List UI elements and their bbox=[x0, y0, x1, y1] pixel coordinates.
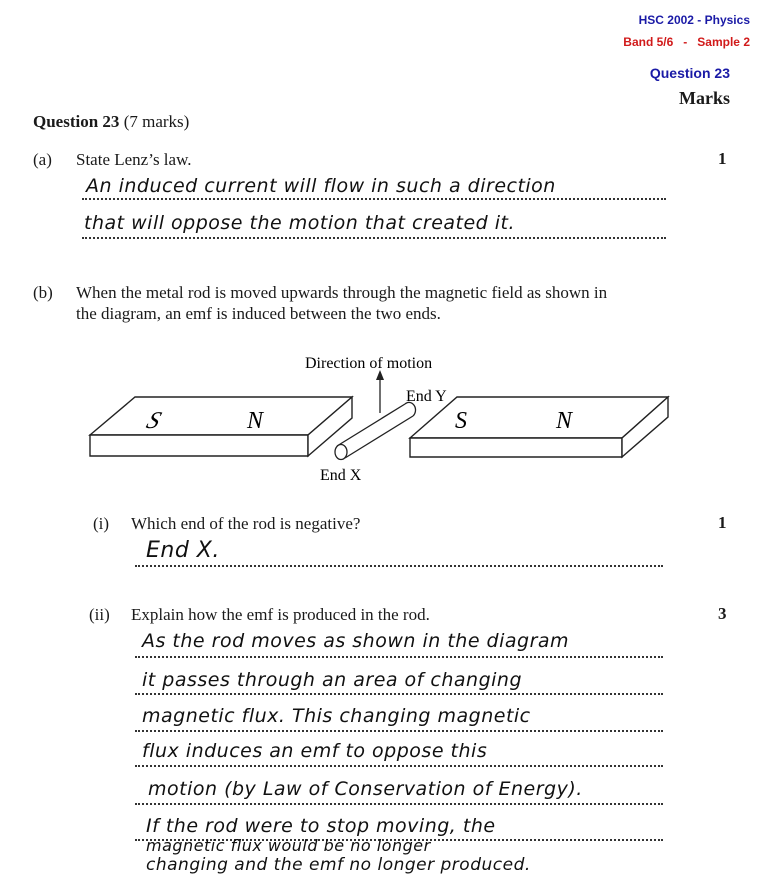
part-b-i-prompt: Which end of the rod is negative? bbox=[131, 514, 361, 533]
marks-heading: Marks bbox=[679, 88, 730, 108]
answer-rule bbox=[135, 803, 663, 805]
part-a-prompt: State Lenz’s law. bbox=[76, 150, 192, 169]
answer-rule bbox=[135, 565, 663, 567]
header-band-sample: Band 5/6 - Sample 2 bbox=[623, 35, 750, 49]
question-title: Question 23 bbox=[33, 112, 120, 131]
header-subject: HSC 2002 - Physics bbox=[638, 13, 750, 27]
part-a-answer-line-2: that will oppose the motion that created it. bbox=[84, 212, 516, 234]
part-b-ii-answer-line-5: motion (by Law of Conservation of Energy). bbox=[148, 778, 583, 800]
part-b-i-answer: End X. bbox=[146, 538, 220, 563]
end-y-label: End Y bbox=[406, 388, 447, 405]
right-magnet-n-pole: N bbox=[556, 408, 573, 434]
direction-arrow bbox=[376, 370, 384, 413]
part-b-label: (b) bbox=[33, 283, 53, 302]
part-b-ii-answer-line-3: magnetic flux. This changing magnetic bbox=[142, 705, 531, 727]
part-b-ii-answer-line-2: it passes through an area of changing bbox=[142, 669, 523, 691]
part-b-ii-answer-line-8: changing and the emf no longer produced. bbox=[146, 855, 531, 875]
answer-rule bbox=[135, 656, 663, 658]
right-magnet bbox=[410, 397, 668, 457]
direction-of-motion-label: Direction of motion bbox=[305, 355, 433, 372]
magnet-rod-diagram bbox=[0, 340, 774, 500]
part-b-ii-label: (ii) bbox=[89, 605, 110, 624]
part-b-ii-answer-line-4: flux induces an emf to oppose this bbox=[142, 740, 488, 762]
part-b-ii-prompt: Explain how the emf is produced in the rod. bbox=[131, 605, 430, 624]
answer-rule bbox=[82, 198, 666, 200]
part-b-i-label: (i) bbox=[93, 514, 110, 533]
right-magnet-s-pole: S bbox=[455, 408, 467, 434]
part-b-i-mark: 1 bbox=[718, 513, 727, 532]
end-x-label: End X bbox=[320, 467, 362, 484]
part-a-mark: 1 bbox=[718, 149, 727, 168]
left-magnet-n-pole: N bbox=[247, 408, 264, 434]
part-b-prompt-line-2: the diagram, an emf is induced between the two ends. bbox=[76, 304, 441, 323]
part-a-label: (a) bbox=[33, 150, 52, 169]
question-marks-note: (7 marks) bbox=[123, 112, 190, 131]
answer-rule bbox=[135, 730, 663, 732]
answer-rule bbox=[82, 237, 666, 239]
part-b-ii-answer-line-1: As the rod moves as shown in the diagram bbox=[142, 630, 570, 652]
part-b-prompt-line-1: When the metal rod is moved upwards through the magnetic field as shown in bbox=[76, 283, 608, 302]
part-b-ii-answer-line-7: magnetic flux would be no longer bbox=[146, 836, 431, 855]
part-a-answer-line-1: An induced current will flow in such a direction bbox=[86, 175, 556, 197]
header-question-tag: Question 23 bbox=[649, 65, 730, 81]
left-magnet bbox=[90, 397, 352, 456]
question-title-row bbox=[33, 112, 189, 132]
answer-rule bbox=[135, 693, 663, 695]
part-b-ii-mark: 3 bbox=[718, 604, 727, 623]
left-magnet-s-pole: S bbox=[142, 407, 165, 434]
answer-rule bbox=[135, 765, 663, 767]
part-b-ii-answer-line-6: If the rod were to stop moving, the bbox=[146, 815, 496, 837]
